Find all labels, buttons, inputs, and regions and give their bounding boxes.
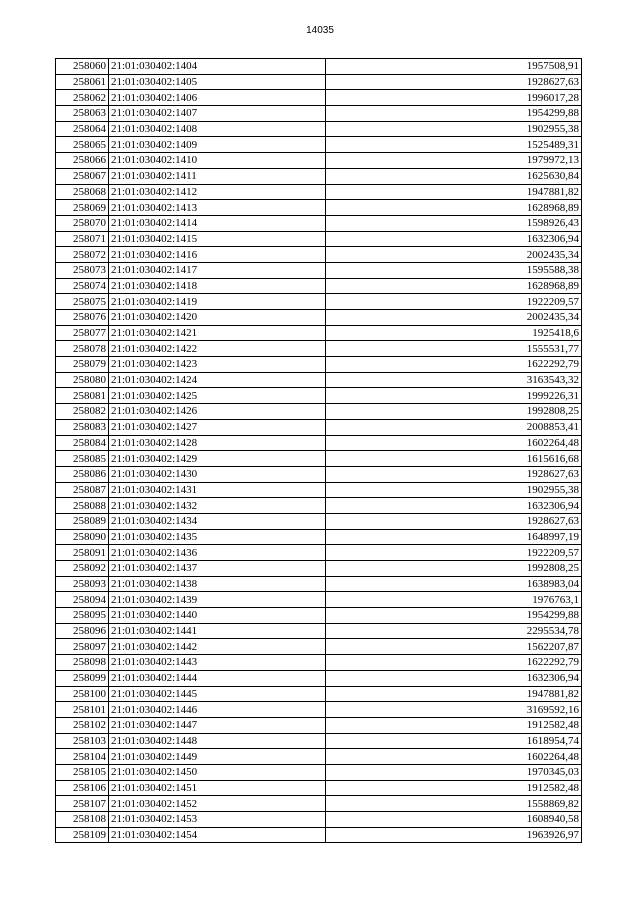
cadastral-number-cell: 21:01:030402:1413 bbox=[109, 200, 326, 216]
table-row bbox=[56, 215, 582, 231]
row-number-cell: 258106 bbox=[56, 780, 109, 796]
row-number-cell: 258063 bbox=[56, 106, 109, 122]
cadastral-number-cell: 21:01:030402:1411 bbox=[109, 168, 326, 184]
table-row bbox=[56, 812, 582, 828]
table-row bbox=[56, 59, 582, 75]
cadastral-value-cell: 1602264,48 bbox=[326, 749, 582, 765]
cadastral-value-cell: 1954299,88 bbox=[326, 608, 582, 624]
cadastral-number-cell: 21:01:030402:1421 bbox=[109, 325, 326, 341]
row-number-cell: 258087 bbox=[56, 482, 109, 498]
row-number-cell: 258101 bbox=[56, 702, 109, 718]
table-row bbox=[56, 341, 582, 357]
cadastral-number-cell: 21:01:030402:1409 bbox=[109, 137, 326, 153]
row-number-cell: 258074 bbox=[56, 278, 109, 294]
cadastral-number-cell: 21:01:030402:1417 bbox=[109, 262, 326, 278]
table-row bbox=[56, 310, 582, 326]
row-number-cell: 258079 bbox=[56, 357, 109, 373]
cadastral-number-cell: 21:01:030402:1425 bbox=[109, 388, 326, 404]
cadastral-value-cell: 1628968,89 bbox=[326, 200, 582, 216]
cadastral-number-cell: 21:01:030402:1437 bbox=[109, 561, 326, 577]
table-row bbox=[56, 74, 582, 90]
table-row bbox=[56, 482, 582, 498]
cadastral-number-cell: 21:01:030402:1443 bbox=[109, 655, 326, 671]
cadastral-number-cell: 21:01:030402:1444 bbox=[109, 670, 326, 686]
table-row bbox=[56, 404, 582, 420]
cadastral-value-cell: 2002435,34 bbox=[326, 310, 582, 326]
row-number-cell: 258098 bbox=[56, 655, 109, 671]
table-row bbox=[56, 592, 582, 608]
cadastral-value-cell: 1595588,38 bbox=[326, 262, 582, 278]
cadastral-value-cell: 1925418,6 bbox=[326, 325, 582, 341]
cadastral-value-cell: 2002435,34 bbox=[326, 247, 582, 263]
table-row bbox=[56, 262, 582, 278]
table-row bbox=[56, 121, 582, 137]
table-row bbox=[56, 796, 582, 812]
table-row bbox=[56, 670, 582, 686]
cadastral-value-cell: 1628968,89 bbox=[326, 278, 582, 294]
row-number-cell: 258062 bbox=[56, 90, 109, 106]
table-row bbox=[56, 529, 582, 545]
cadastral-value-cell: 1996017,28 bbox=[326, 90, 582, 106]
table-row bbox=[56, 106, 582, 122]
table-row bbox=[56, 372, 582, 388]
cadastral-value-cell: 1632306,94 bbox=[326, 670, 582, 686]
table-row bbox=[56, 513, 582, 529]
row-number-cell: 258107 bbox=[56, 796, 109, 812]
row-number-cell: 258072 bbox=[56, 247, 109, 263]
row-number-cell: 258070 bbox=[56, 215, 109, 231]
cadastral-value-cell: 1970345,03 bbox=[326, 764, 582, 780]
row-number-cell: 258075 bbox=[56, 294, 109, 310]
cadastral-value-table bbox=[55, 58, 582, 843]
cadastral-number-cell: 21:01:030402:1435 bbox=[109, 529, 326, 545]
row-number-cell: 258105 bbox=[56, 764, 109, 780]
cadastral-number-cell: 21:01:030402:1431 bbox=[109, 482, 326, 498]
cadastral-value-cell: 2295534,78 bbox=[326, 623, 582, 639]
table-row bbox=[56, 780, 582, 796]
table-row bbox=[56, 247, 582, 263]
cadastral-number-cell: 21:01:030402:1436 bbox=[109, 545, 326, 561]
row-number-cell: 258099 bbox=[56, 670, 109, 686]
row-number-cell: 258078 bbox=[56, 341, 109, 357]
table-row bbox=[56, 435, 582, 451]
table-row bbox=[56, 733, 582, 749]
cadastral-value-cell: 3163543,32 bbox=[326, 372, 582, 388]
cadastral-value-cell: 1992808,25 bbox=[326, 404, 582, 420]
table-row bbox=[56, 357, 582, 373]
cadastral-number-cell: 21:01:030402:1420 bbox=[109, 310, 326, 326]
cadastral-number-cell: 21:01:030402:1416 bbox=[109, 247, 326, 263]
table-body bbox=[56, 59, 582, 843]
cadastral-value-cell: 1608940,58 bbox=[326, 812, 582, 828]
table-row bbox=[56, 278, 582, 294]
cadastral-number-cell: 21:01:030402:1429 bbox=[109, 451, 326, 467]
row-number-cell: 258061 bbox=[56, 74, 109, 90]
row-number-cell: 258085 bbox=[56, 451, 109, 467]
cadastral-number-cell: 21:01:030402:1452 bbox=[109, 796, 326, 812]
table-row bbox=[56, 294, 582, 310]
cadastral-number-cell: 21:01:030402:1447 bbox=[109, 717, 326, 733]
row-number-cell: 258080 bbox=[56, 372, 109, 388]
row-number-cell: 258065 bbox=[56, 137, 109, 153]
cadastral-number-cell: 21:01:030402:1434 bbox=[109, 513, 326, 529]
row-number-cell: 258091 bbox=[56, 545, 109, 561]
cadastral-number-cell: 21:01:030402:1450 bbox=[109, 764, 326, 780]
cadastral-value-cell: 1928627,63 bbox=[326, 74, 582, 90]
row-number-cell: 258108 bbox=[56, 812, 109, 828]
cadastral-number-cell: 21:01:030402:1428 bbox=[109, 435, 326, 451]
table-row bbox=[56, 137, 582, 153]
cadastral-number-cell: 21:01:030402:1422 bbox=[109, 341, 326, 357]
row-number-cell: 258083 bbox=[56, 419, 109, 435]
table-row bbox=[56, 717, 582, 733]
cadastral-value-cell: 1525489,31 bbox=[326, 137, 582, 153]
table-row bbox=[56, 576, 582, 592]
row-number-cell: 258067 bbox=[56, 168, 109, 184]
table-row bbox=[56, 231, 582, 247]
row-number-cell: 258104 bbox=[56, 749, 109, 765]
cadastral-number-cell: 21:01:030402:1430 bbox=[109, 466, 326, 482]
row-number-cell: 258073 bbox=[56, 262, 109, 278]
table-row bbox=[56, 623, 582, 639]
cadastral-number-cell: 21:01:030402:1448 bbox=[109, 733, 326, 749]
row-number-cell: 258077 bbox=[56, 325, 109, 341]
table-row bbox=[56, 466, 582, 482]
cadastral-value-cell: 1598926,43 bbox=[326, 215, 582, 231]
table-row bbox=[56, 451, 582, 467]
cadastral-value-cell: 2008853,41 bbox=[326, 419, 582, 435]
cadastral-value-cell: 1979972,13 bbox=[326, 153, 582, 169]
row-number-cell: 258092 bbox=[56, 561, 109, 577]
table-row bbox=[56, 702, 582, 718]
cadastral-value-cell: 1618954,74 bbox=[326, 733, 582, 749]
row-number-cell: 258068 bbox=[56, 184, 109, 200]
table-row bbox=[56, 655, 582, 671]
table-row bbox=[56, 764, 582, 780]
cadastral-number-cell: 21:01:030402:1446 bbox=[109, 702, 326, 718]
cadastral-number-cell: 21:01:030402:1407 bbox=[109, 106, 326, 122]
cadastral-number-cell: 21:01:030402:1414 bbox=[109, 215, 326, 231]
cadastral-value-cell: 1954299,88 bbox=[326, 106, 582, 122]
row-number-cell: 258084 bbox=[56, 435, 109, 451]
cadastral-value-cell: 1638983,04 bbox=[326, 576, 582, 592]
cadastral-value-cell: 1625630,84 bbox=[326, 168, 582, 184]
row-number-cell: 258102 bbox=[56, 717, 109, 733]
table-row bbox=[56, 168, 582, 184]
cadastral-number-cell: 21:01:030402:1418 bbox=[109, 278, 326, 294]
cadastral-value-cell: 1558869,82 bbox=[326, 796, 582, 812]
cadastral-value-cell: 1615616,68 bbox=[326, 451, 582, 467]
cadastral-number-cell: 21:01:030402:1451 bbox=[109, 780, 326, 796]
cadastral-value-cell: 1632306,94 bbox=[326, 498, 582, 514]
cadastral-value-cell: 1928627,63 bbox=[326, 466, 582, 482]
cadastral-number-cell: 21:01:030402:1410 bbox=[109, 153, 326, 169]
cadastral-number-cell: 21:01:030402:1415 bbox=[109, 231, 326, 247]
table-row bbox=[56, 325, 582, 341]
row-number-cell: 258081 bbox=[56, 388, 109, 404]
row-number-cell: 258100 bbox=[56, 686, 109, 702]
table-row bbox=[56, 749, 582, 765]
cadastral-number-cell: 21:01:030402:1441 bbox=[109, 623, 326, 639]
cadastral-number-cell: 21:01:030402:1438 bbox=[109, 576, 326, 592]
cadastral-number-cell: 21:01:030402:1439 bbox=[109, 592, 326, 608]
cadastral-number-cell: 21:01:030402:1449 bbox=[109, 749, 326, 765]
cadastral-value-cell: 1947881,82 bbox=[326, 686, 582, 702]
row-number-cell: 258064 bbox=[56, 121, 109, 137]
row-number-cell: 258097 bbox=[56, 639, 109, 655]
cadastral-number-cell: 21:01:030402:1404 bbox=[109, 59, 326, 75]
row-number-cell: 258082 bbox=[56, 404, 109, 420]
page-number: 14035 bbox=[306, 25, 334, 36]
row-number-cell: 258088 bbox=[56, 498, 109, 514]
cadastral-value-cell: 1912582,48 bbox=[326, 780, 582, 796]
table-row bbox=[56, 419, 582, 435]
cadastral-value-cell: 1928627,63 bbox=[326, 513, 582, 529]
row-number-cell: 258069 bbox=[56, 200, 109, 216]
row-number-cell: 258089 bbox=[56, 513, 109, 529]
cadastral-number-cell: 21:01:030402:1419 bbox=[109, 294, 326, 310]
cadastral-value-cell: 1902955,38 bbox=[326, 482, 582, 498]
table-row bbox=[56, 827, 582, 843]
row-number-cell: 258086 bbox=[56, 466, 109, 482]
cadastral-value-cell: 1922209,57 bbox=[326, 545, 582, 561]
cadastral-value-cell: 1999226,31 bbox=[326, 388, 582, 404]
cadastral-value-cell: 1555531,77 bbox=[326, 341, 582, 357]
cadastral-number-cell: 21:01:030402:1442 bbox=[109, 639, 326, 655]
row-number-cell: 258093 bbox=[56, 576, 109, 592]
cadastral-number-cell: 21:01:030402:1424 bbox=[109, 372, 326, 388]
cadastral-value-cell: 1648997,19 bbox=[326, 529, 582, 545]
table-row bbox=[56, 608, 582, 624]
cadastral-number-cell: 21:01:030402:1405 bbox=[109, 74, 326, 90]
row-number-cell: 258060 bbox=[56, 59, 109, 75]
cadastral-value-cell: 3169592,16 bbox=[326, 702, 582, 718]
cadastral-number-cell: 21:01:030402:1445 bbox=[109, 686, 326, 702]
cadastral-value-cell: 1976763,1 bbox=[326, 592, 582, 608]
cadastral-number-cell: 21:01:030402:1406 bbox=[109, 90, 326, 106]
cadastral-value-cell: 1602264,48 bbox=[326, 435, 582, 451]
cadastral-value-cell: 1902955,38 bbox=[326, 121, 582, 137]
row-number-cell: 258066 bbox=[56, 153, 109, 169]
row-number-cell: 258094 bbox=[56, 592, 109, 608]
cadastral-number-cell: 21:01:030402:1453 bbox=[109, 812, 326, 828]
cadastral-number-cell: 21:01:030402:1426 bbox=[109, 404, 326, 420]
cadastral-value-cell: 1947881,82 bbox=[326, 184, 582, 200]
cadastral-number-cell: 21:01:030402:1427 bbox=[109, 419, 326, 435]
cadastral-value-cell: 1912582,48 bbox=[326, 717, 582, 733]
cadastral-value-cell: 1922209,57 bbox=[326, 294, 582, 310]
cadastral-value-cell: 1963926,97 bbox=[326, 827, 582, 843]
row-number-cell: 258071 bbox=[56, 231, 109, 247]
row-number-cell: 258095 bbox=[56, 608, 109, 624]
cadastral-number-cell: 21:01:030402:1412 bbox=[109, 184, 326, 200]
cadastral-value-cell: 1562207,87 bbox=[326, 639, 582, 655]
table-row bbox=[56, 498, 582, 514]
table-row bbox=[56, 561, 582, 577]
table-row bbox=[56, 90, 582, 106]
row-number-cell: 258103 bbox=[56, 733, 109, 749]
row-number-cell: 258090 bbox=[56, 529, 109, 545]
table-row bbox=[56, 184, 582, 200]
cadastral-number-cell: 21:01:030402:1440 bbox=[109, 608, 326, 624]
cadastral-number-cell: 21:01:030402:1432 bbox=[109, 498, 326, 514]
table-row bbox=[56, 686, 582, 702]
cadastral-number-cell: 21:01:030402:1454 bbox=[109, 827, 326, 843]
cadastral-value-cell: 1632306,94 bbox=[326, 231, 582, 247]
table-row bbox=[56, 153, 582, 169]
row-number-cell: 258109 bbox=[56, 827, 109, 843]
cadastral-value-cell: 1622292,79 bbox=[326, 655, 582, 671]
table-row bbox=[56, 545, 582, 561]
table-row bbox=[56, 639, 582, 655]
row-number-cell: 258076 bbox=[56, 310, 109, 326]
table-row bbox=[56, 200, 582, 216]
cadastral-number-cell: 21:01:030402:1423 bbox=[109, 357, 326, 373]
row-number-cell: 258096 bbox=[56, 623, 109, 639]
cadastral-value-cell: 1622292,79 bbox=[326, 357, 582, 373]
cadastral-number-cell: 21:01:030402:1408 bbox=[109, 121, 326, 137]
cadastral-value-cell: 1957508,91 bbox=[326, 59, 582, 75]
cadastral-value-cell: 1992808,25 bbox=[326, 561, 582, 577]
table-row bbox=[56, 388, 582, 404]
